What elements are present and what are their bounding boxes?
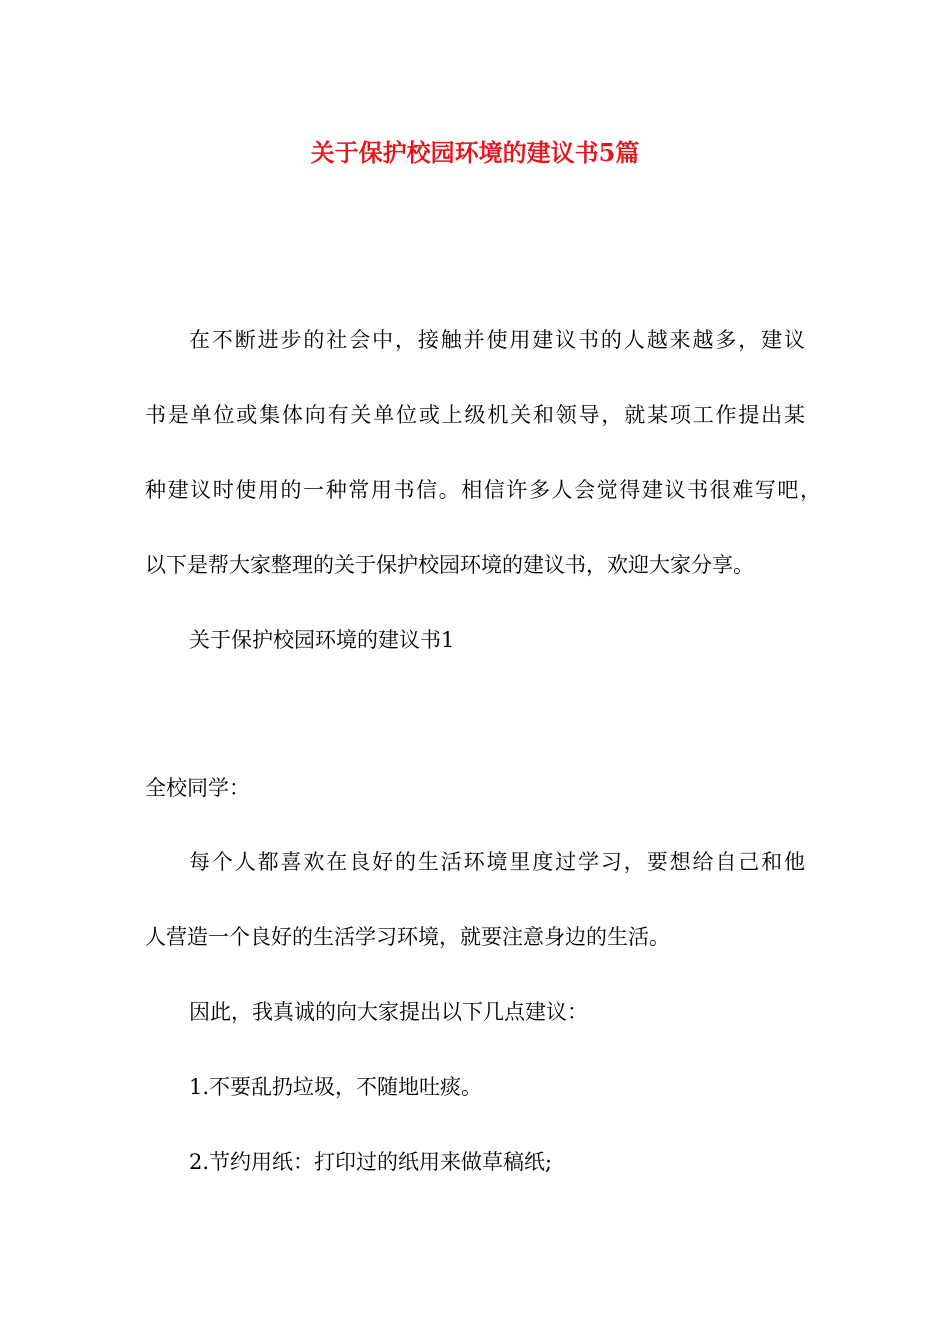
intro-line-4: 以下是帮大家整理的关于保护校园环境的建议书，欢迎大家分享。 [145, 553, 754, 577]
body-line-1: 每个人都喜欢在良好的生活环境里度过学习，要想给自己和他 [189, 850, 805, 874]
list-item-2: 2.节约用纸：打印过的纸用来做草稿纸; [189, 1150, 553, 1174]
intro-line-1: 在不断进步的社会中，接触并使用建议书的人越来越多，建议 [189, 328, 805, 352]
salutation: 全校同学： [145, 776, 250, 800]
intro-line-2: 书是单位或集体向有关单位或上级机关和领导，就某项工作提出某 [145, 403, 805, 427]
list-item-1: 1.不要乱扔垃圾，不随地吐痰。 [189, 1075, 483, 1099]
body-line-2: 人营造一个良好的生活学习环境，就要注意身边的生活。 [145, 925, 670, 949]
section-heading-1: 关于保护校园环境的建议书1 [189, 628, 455, 652]
document-title: 关于保护校园环境的建议书5篇 [310, 138, 640, 167]
intro-line-3: 种建议时使用的一种常用书信。相信许多人会觉得建议书很难写吧， [145, 478, 821, 502]
body-line-3: 因此，我真诚的向大家提出以下几点建议： [189, 1000, 588, 1024]
